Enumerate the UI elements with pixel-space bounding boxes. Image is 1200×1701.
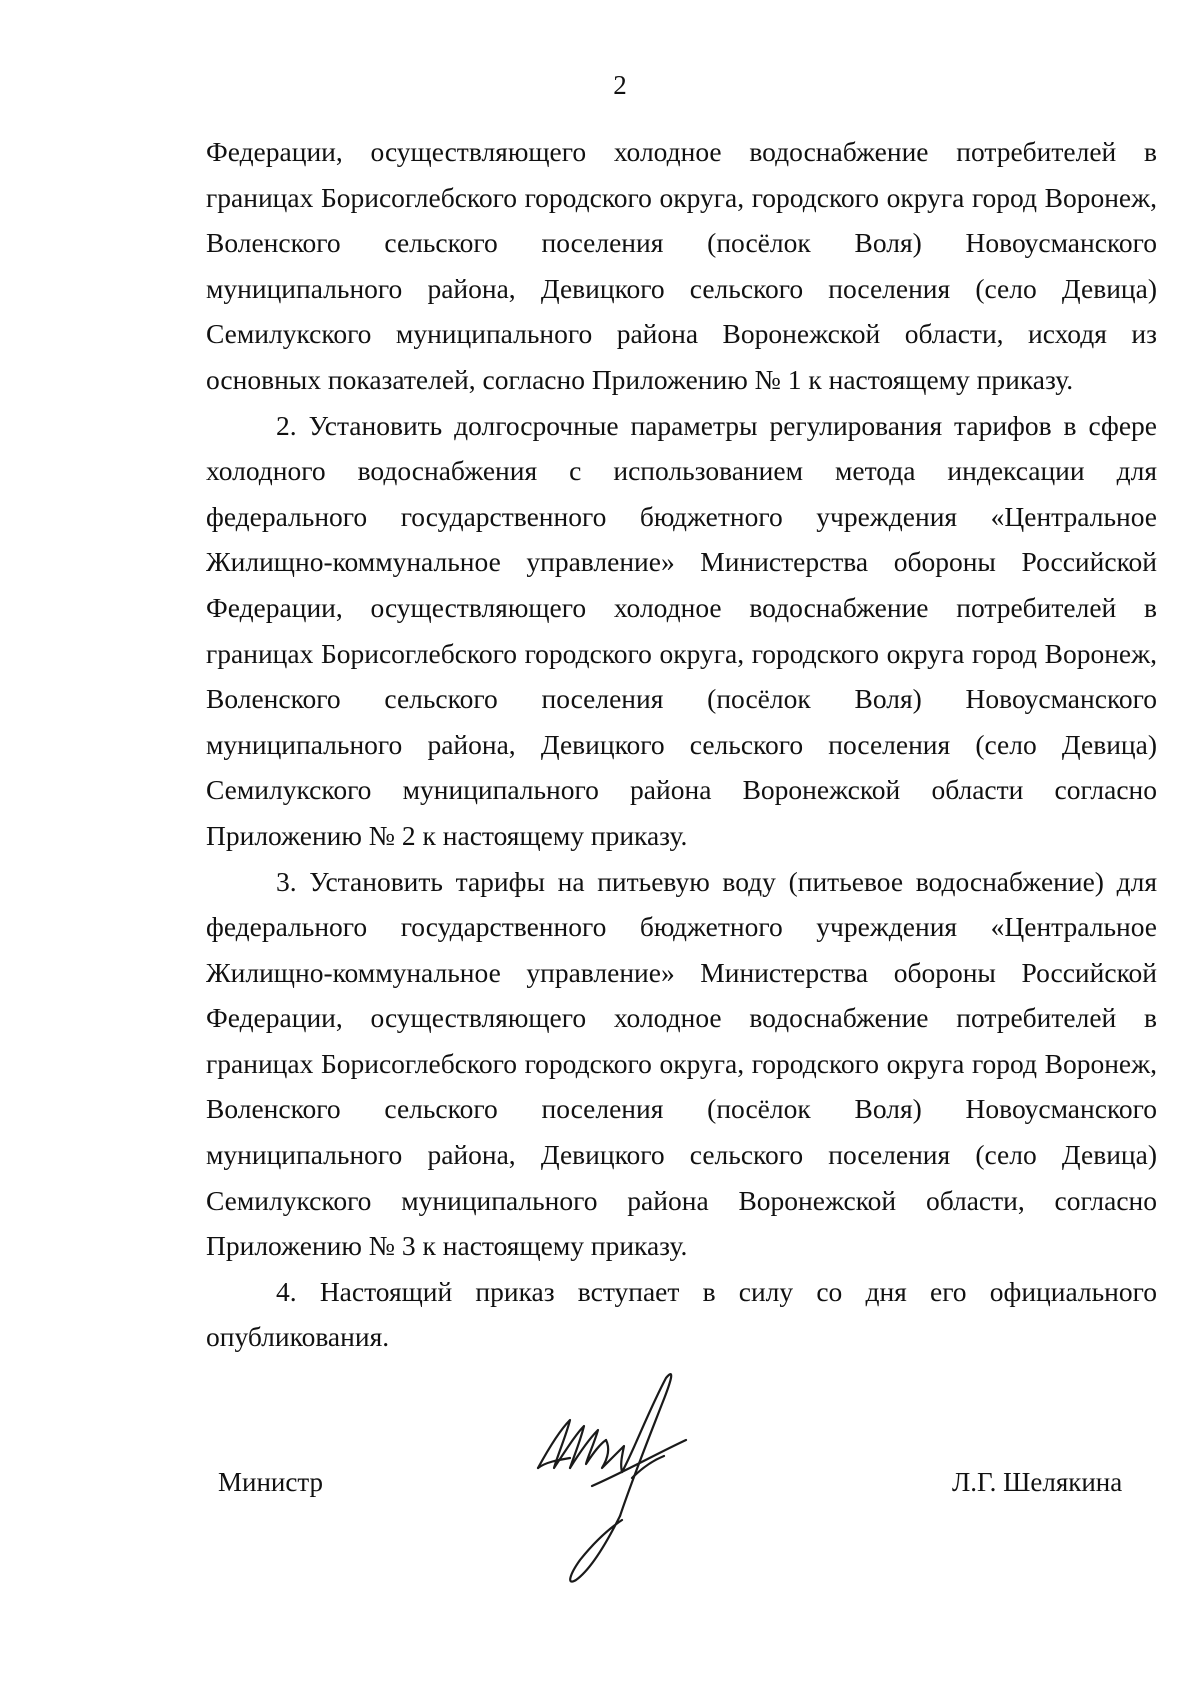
paragraph-item-3: 3. Установить тарифы на питьевую воду (питьевое водоснабжение) для федерального государственного бюджетного учреждения «Центральное Жилищно-коммунальное управление» Министерства обороны Российской Федерации, осуществляющего холодное водоснабжение потребителей в границах Борисоглебского городского округа, городского округа город Воронеж, Воленского сельского поселения (посёлок Воля) Новоусманского муниципального района, Девицкого сельского поселения (село Девица) Семилукского муниципального района Воронежской области, согласно Приложению № 3 к настоящему приказу. [206, 865, 1157, 1262]
paragraph-item-4: 4. Настоящий приказ вступает в силу со дня его официального опубликования. [206, 1275, 1157, 1353]
document-body [206, 129, 1157, 1360]
signatory-name: Л.Г. Шелякина [952, 1467, 1123, 1497]
page-number: 2 [613, 70, 627, 100]
paragraph-item-2: 2. Установить долгосрочные параметры регулирования тарифов в сфере холодного водоснабжения с использованием метода индексации для федерального государственного бюджетного учреждения «Центральное Жилищно-коммунальное управление» Министерства обороны Российской Федерации, осуществляющего холодное водоснабжение потребителей в границах Борисоглебского городского округа, городского округа город Воронеж, Воленского сельского поселения (посёлок Воля) Новоусманского муниципального района, Девицкого сельского поселения (село Девица) Семилукского муниципального района Воронежской области согласно Приложению № 2 к настоящему приказу. [206, 409, 1157, 851]
signatory-title: Министр [218, 1467, 323, 1497]
paragraph-continuation: Федерации, осуществляющего холодное водоснабжение потребителей в границах Борисоглебского городского округа, городского округа город Воронеж, Воленского сельского поселения (посёлок Воля) Новоусманского муниципального района, Девицкого сельского поселения (село Девица) Семилукского муниципального района Воронежской области, исходя из основных показателей, согласно Приложению № 1 к настоящему приказу. [206, 136, 1157, 395]
handwritten-signature-icon [536, 1368, 736, 1598]
